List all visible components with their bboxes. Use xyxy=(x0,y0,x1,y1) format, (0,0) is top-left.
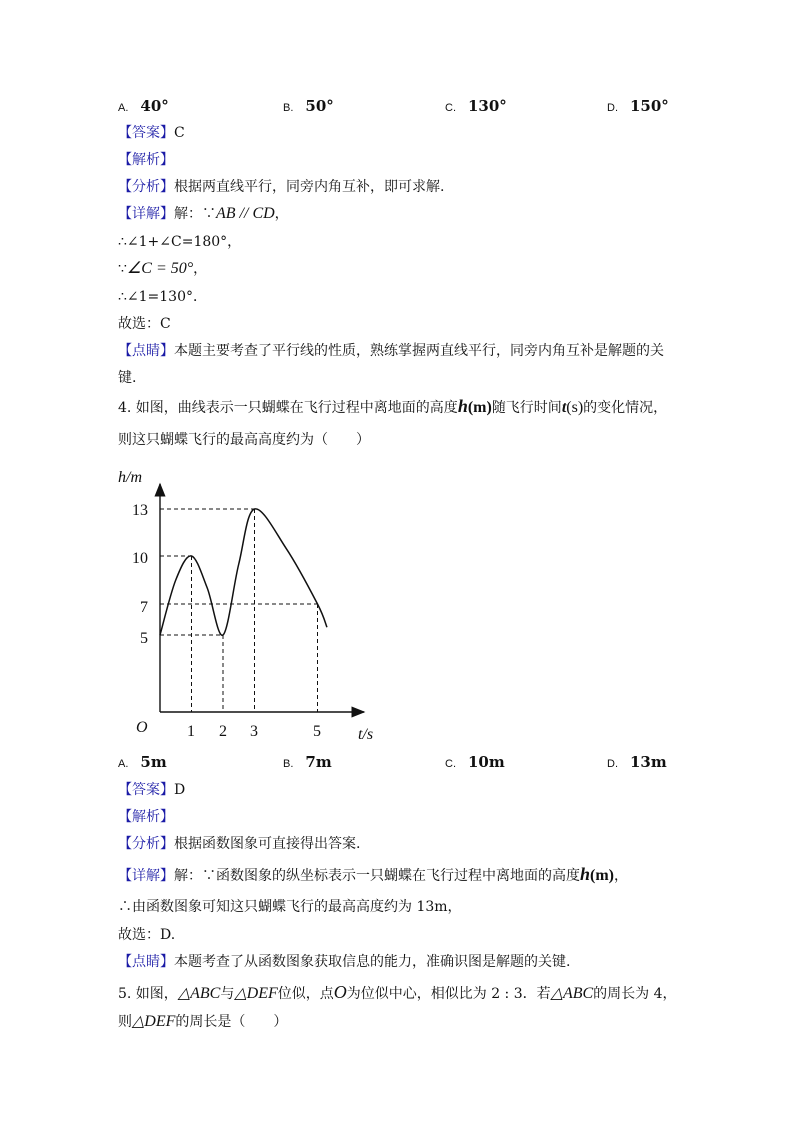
q3-step2: ∵∠C = 50°， xyxy=(118,260,208,277)
q3-option-d: D. 150° xyxy=(607,97,669,115)
q4-stem-line1: 4. 如图，曲线表示一只蝴蝶在飞行过程中离地面的高度h(m)随飞行时间t(s)的变化情况， xyxy=(118,396,668,416)
q4-option-d: D. 13m xyxy=(607,753,667,771)
q4-answer: 【答案】D xyxy=(118,782,186,798)
q4-comment: 【点睛】本题考查了从函数图象获取信息的能力，准确识图是解题的关键. xyxy=(118,954,571,970)
q3-option-c: C. 130° xyxy=(445,97,507,115)
q4-step1: ∴由函数图象可知这只蝴蝶飞行的最高高度约为 13m， xyxy=(118,899,462,915)
y-tick-7: 7 xyxy=(140,599,148,616)
q3-detail: 【详解】解：∵AB // CD， xyxy=(118,205,289,222)
q3-comment: 【点睛】本题主要考查了平行线的性质，熟练掌握两直线平行，同旁内角互补是解题的关 xyxy=(118,343,664,359)
y-tick-13: 13 xyxy=(132,502,148,519)
x-tick-3: 3 xyxy=(250,723,258,740)
x-axis-label: t/s xyxy=(358,726,374,743)
height-curve xyxy=(160,509,327,635)
x-tick-5: 5 xyxy=(313,723,321,740)
q3-comment-cont: 键. xyxy=(118,370,137,386)
butterfly-height-graph xyxy=(118,462,398,747)
q4-option-c: C. 10m xyxy=(445,753,505,771)
q5-stem-line1: 5. 如图，△ABC与△DEF位似，点O为位似中心，相似比为 2 : 3．若△ABC的周长为 4， xyxy=(118,982,677,1002)
q4-option-a: A. 5m xyxy=(118,753,167,771)
y-tick-5: 5 xyxy=(140,630,148,647)
q3-option-a: A. 40° xyxy=(118,97,169,115)
y-axis-label: h/m xyxy=(118,469,142,486)
q4-detail: 【详解】解：∵函数图象的纵坐标表示一只蝴蝶在飞行过程中离地面的高度h(m)， xyxy=(118,864,628,884)
q3-choose: 故选：C xyxy=(118,316,171,332)
y-tick-10: 10 xyxy=(132,550,148,567)
origin-label: O xyxy=(136,719,148,736)
x-tick-1: 1 xyxy=(187,723,195,740)
q3-step3: ∴∠1=130°． xyxy=(118,289,207,305)
q3-fenxi: 【分析】根据两直线平行，同旁内角互补，即可求解. xyxy=(118,179,445,195)
x-tick-2: 2 xyxy=(219,723,227,740)
q4-fenxi: 【分析】根据函数图象可直接得出答案. xyxy=(118,836,361,852)
q4-choose: 故选：D. xyxy=(118,927,176,943)
q4-analysis-heading: 【解析】 xyxy=(118,809,174,825)
q5-stem-line2: 则△DEF的周长是（ ） xyxy=(118,1013,288,1030)
q3-option-b: B. 50° xyxy=(283,97,334,115)
q4-option-b: B. 7m xyxy=(283,753,332,771)
q4-stem-line2: 则这只蝴蝶飞行的最高高度约为（ ） xyxy=(118,432,370,448)
q3-analysis-heading: 【解析】 xyxy=(118,152,174,168)
q3-answer: 【答案】C xyxy=(118,125,185,141)
q3-step1: ∴∠1+∠C=180°， xyxy=(118,234,242,250)
guide-lines xyxy=(160,509,318,712)
